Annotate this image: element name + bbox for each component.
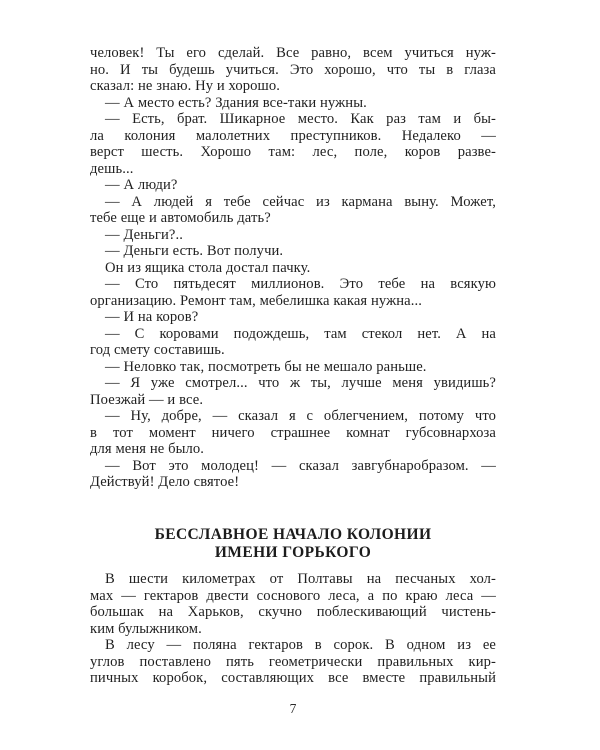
text-line: — Ну, добре, — сказал я с облегчением, потому что	[105, 408, 496, 424]
text-line: год смету составишь.	[90, 342, 225, 358]
text-line: В лесу — поляна гектаров в сорок. В одном из ее	[105, 637, 496, 653]
text-line: — И на коров?	[105, 309, 199, 325]
heading-line-1: БЕССЛАВНОЕ НАЧАЛО КОЛОНИИ	[154, 526, 432, 543]
text-line: — С коровами подождешь, там стекол нет. А на	[105, 325, 496, 342]
text-line: — А место есть? Здания все-таки нужны.	[105, 94, 367, 111]
text-line: — Деньги есть. Вот получи.	[105, 243, 284, 259]
text-line: большак на Харьков, скучно поблескивающий чистень-	[90, 604, 496, 620]
text-line: углов поставлено пять геометрически правильных кир-	[90, 653, 496, 670]
text-line: человек! Ты его сделай. Все равно, всем учиться нуж-	[90, 45, 496, 61]
text-line: организацию. Ремонт там, мебелишка какая нужна...	[90, 292, 423, 309]
text-line: — Деньги?..	[105, 226, 183, 243]
body-text-top	[90, 45, 496, 491]
text-line: ла колония малолетних преступников. Недалеко —	[90, 127, 496, 144]
text-line: — Неловко так, посмотреть бы не мешало раньше.	[105, 358, 427, 375]
text-line: но. И ты будешь учиться. Это хорошо, что ты в глаза	[90, 61, 496, 78]
text-line: верст шесть. Хорошо там: лес, поле, коров разве-	[90, 144, 496, 160]
text-line: тебе еще и автомобиль дать?	[90, 210, 271, 226]
text-line: — А люди?	[105, 177, 178, 193]
text-line: В шести километрах от Полтавы на песчаных хол-	[105, 571, 496, 587]
text-line: для меня не было.	[90, 441, 205, 457]
text-line: Действуй! Дело святое!	[90, 474, 240, 490]
section-heading	[90, 526, 496, 562]
text-line: — А людей я тебе сейчас из кармана выну. Может,	[105, 193, 496, 210]
text-line: мах — гектаров двести соснового леса, а по краю леса —	[90, 587, 496, 604]
page-number: 7	[289, 701, 297, 716]
text-line: — Сто пятьдесят миллионов. Это тебе на всякую	[105, 276, 496, 292]
text-line: Он из ящика стола достал пачку.	[105, 259, 311, 276]
text-line: пичных коробок, составляющих все вместе правильный	[90, 670, 496, 686]
text-line: ким булыжником.	[90, 620, 202, 637]
heading-line-2: ИМЕНИ ГОРЬКОГО	[214, 544, 372, 561]
text-line: — Есть, брат. Шикарное место. Как раз там и бы-	[105, 111, 496, 127]
text-line: Поезжай — и все.	[90, 391, 204, 408]
text-line: в тот момент ничего страшнее комнат губсовнархоза	[90, 424, 496, 441]
body-text-bottom	[90, 571, 496, 687]
text-line: — Вот это молодец! — сказал завгубнаробразом. —	[105, 457, 496, 474]
text-line: сказал: не знаю. Ну и хорошо.	[90, 78, 281, 94]
text-line: — Я уже смотрел... что ж ты, лучше меня увидишь?	[105, 375, 496, 391]
text-line: дешь...	[90, 160, 134, 177]
